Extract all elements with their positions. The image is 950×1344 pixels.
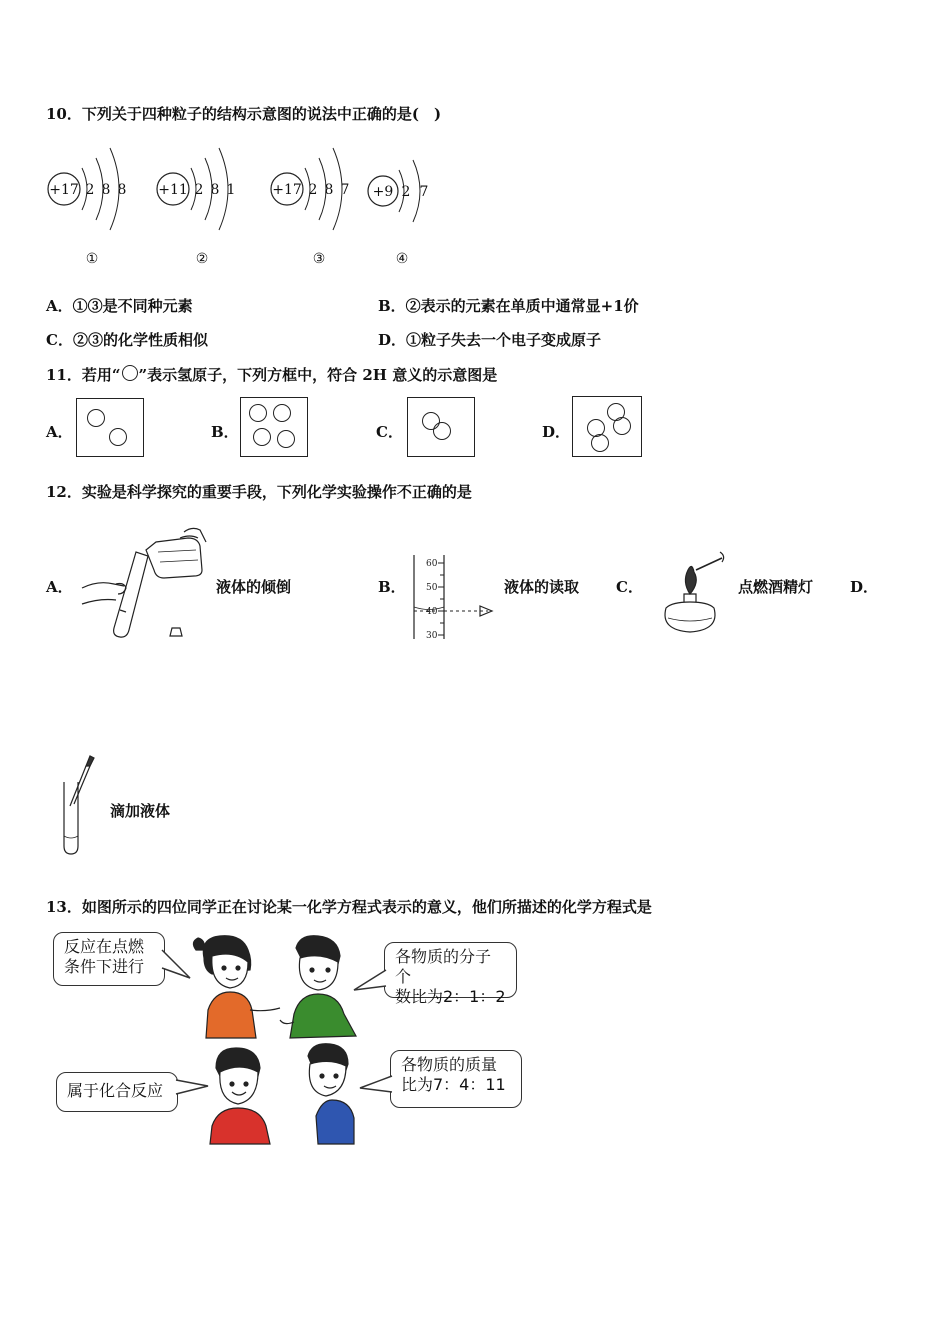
q12-stem: 12．实验是科学探究的重要手段，下列化学实验操作不正确的是	[46, 483, 472, 501]
atom-2-label: ②	[195, 251, 209, 267]
atom-diagram-3	[271, 148, 349, 267]
atom-4-shell-2: 7	[419, 184, 429, 200]
atom-1-shell-1: 2	[85, 182, 95, 198]
hydrogen-atom-circle-icon	[122, 365, 138, 381]
atom-4-shell-1: 2	[401, 184, 411, 200]
bubble-1-line-2: 条件下进行	[64, 957, 145, 976]
student-boy-red	[210, 1048, 270, 1144]
bubble-4-line-1: 各物质的质量	[401, 1055, 498, 1074]
atom-diagram-4	[368, 160, 428, 267]
atom-4-nucleus: +9	[372, 184, 394, 200]
bubble-1-line-1: 反应在点燃	[64, 937, 145, 956]
atom-1-nucleus: +17	[49, 182, 79, 198]
atom-1-shell-3: 8	[117, 182, 127, 198]
atom-2-shell-1: 2	[194, 182, 204, 198]
q12-option-d-letter[interactable]: D．	[850, 578, 879, 596]
atom-4-label: ④	[395, 251, 409, 267]
q11-option-c-box[interactable]	[407, 397, 475, 457]
dropper-illustration	[56, 750, 106, 856]
atom-1-label: ①	[85, 251, 99, 267]
four-students-illustration	[190, 930, 366, 1150]
q11-option-b-letter[interactable]: B．	[211, 423, 239, 441]
q10-option-b[interactable]: B．②表示的元素在单质中通常显+1价	[378, 297, 639, 315]
q12-option-a-text: 液体的倾倒	[216, 578, 292, 596]
atom-1-shell-2: 8	[101, 182, 111, 198]
q11-stem-pre: 11．若用“	[46, 366, 121, 384]
atom-structure-diagrams	[40, 130, 460, 275]
student-girl	[193, 936, 280, 1038]
q12-option-a-letter[interactable]: A．	[46, 578, 73, 596]
hydrogen-atom	[253, 428, 271, 446]
q10-option-c[interactable]: C．②③的化学性质相似	[46, 331, 208, 349]
atom-3-shell-2: 8	[324, 182, 334, 198]
hydrogen-atom	[249, 404, 267, 422]
q10-option-d[interactable]: D．①粒子失去一个电子变成原子	[378, 331, 602, 349]
alcohol-lamp-illustration	[652, 548, 732, 636]
atom-2-shell-2: 8	[210, 182, 220, 198]
atom-3-shell-1: 2	[308, 182, 318, 198]
q11-option-c-letter[interactable]: C．	[376, 423, 403, 441]
q11-option-a-box[interactable]	[76, 398, 144, 457]
atom-diagram-2	[157, 148, 235, 267]
hydrogen-atom	[433, 422, 451, 440]
atom-2-nucleus: +11	[158, 182, 188, 198]
q12-option-b-letter[interactable]: B．	[378, 578, 406, 596]
pouring-liquid-illustration	[80, 524, 210, 642]
cylinder-tick-60: 60	[426, 559, 438, 569]
bubble-2-line-1: 各物质的分子个	[395, 947, 492, 986]
graduated-cylinder-reading-illustration	[404, 553, 500, 643]
hydrogen-atom	[277, 430, 295, 448]
q11-option-d-letter[interactable]: D．	[542, 423, 571, 441]
q12-option-d-text: 滴加液体	[110, 802, 171, 820]
hydrogen-atom	[273, 404, 291, 422]
q11-option-d-box[interactable]	[572, 396, 642, 457]
student-boy-blue	[308, 1044, 354, 1144]
q12-option-c-text: 点燃酒精灯	[738, 578, 814, 596]
speech-bubble-3	[56, 1072, 178, 1112]
atom-2-shell-3: 1	[226, 182, 236, 198]
atom-3-shell-3: 7	[340, 182, 350, 198]
q12-option-c-letter[interactable]: C．	[616, 578, 643, 596]
cylinder-tick-50: 50	[426, 583, 438, 593]
cylinder-tick-30: 30	[426, 631, 438, 641]
atom-3-nucleus: +17	[272, 182, 302, 198]
speech-bubble-4	[390, 1050, 522, 1108]
speech-bubble-1	[53, 932, 165, 986]
cylinder-tick-40: 40	[426, 607, 438, 617]
q11-option-b-box[interactable]	[240, 397, 308, 457]
bubble-4-line-2: 比为7：4：11	[401, 1075, 506, 1094]
hydrogen-atom	[591, 434, 609, 452]
hydrogen-atom	[87, 409, 105, 427]
hydrogen-atom	[109, 428, 127, 446]
hydrogen-atom	[613, 417, 631, 435]
q10-option-a[interactable]: A．①③是不同种元素	[46, 297, 193, 315]
bubble-3-line-1: 属于化合反应	[67, 1081, 164, 1100]
q11-option-a-letter[interactable]: A．	[46, 423, 73, 441]
q13-stem: 13．如图所示的四位同学正在讨论某一化学方程式表示的意义，他们所描述的化学方程式是	[46, 898, 652, 916]
student-boy-green	[280, 936, 356, 1038]
atom-3-label: ③	[312, 251, 326, 267]
q12-option-b-text: 液体的读取	[504, 578, 580, 596]
q11-stem-post: ”表示氢原子，下列方框中，符合 2H 意义的示意图是	[138, 366, 498, 384]
atom-diagram-1	[48, 148, 126, 267]
bubble-2-line-2: 数比为2：1：2	[395, 987, 506, 1006]
speech-bubble-1-tail	[160, 948, 194, 982]
q11-stem	[46, 364, 497, 385]
q10-stem: 10．下列关于四种粒子的结构示意图的说法中正确的是( )	[46, 105, 442, 123]
speech-bubble-2	[384, 942, 517, 1006]
